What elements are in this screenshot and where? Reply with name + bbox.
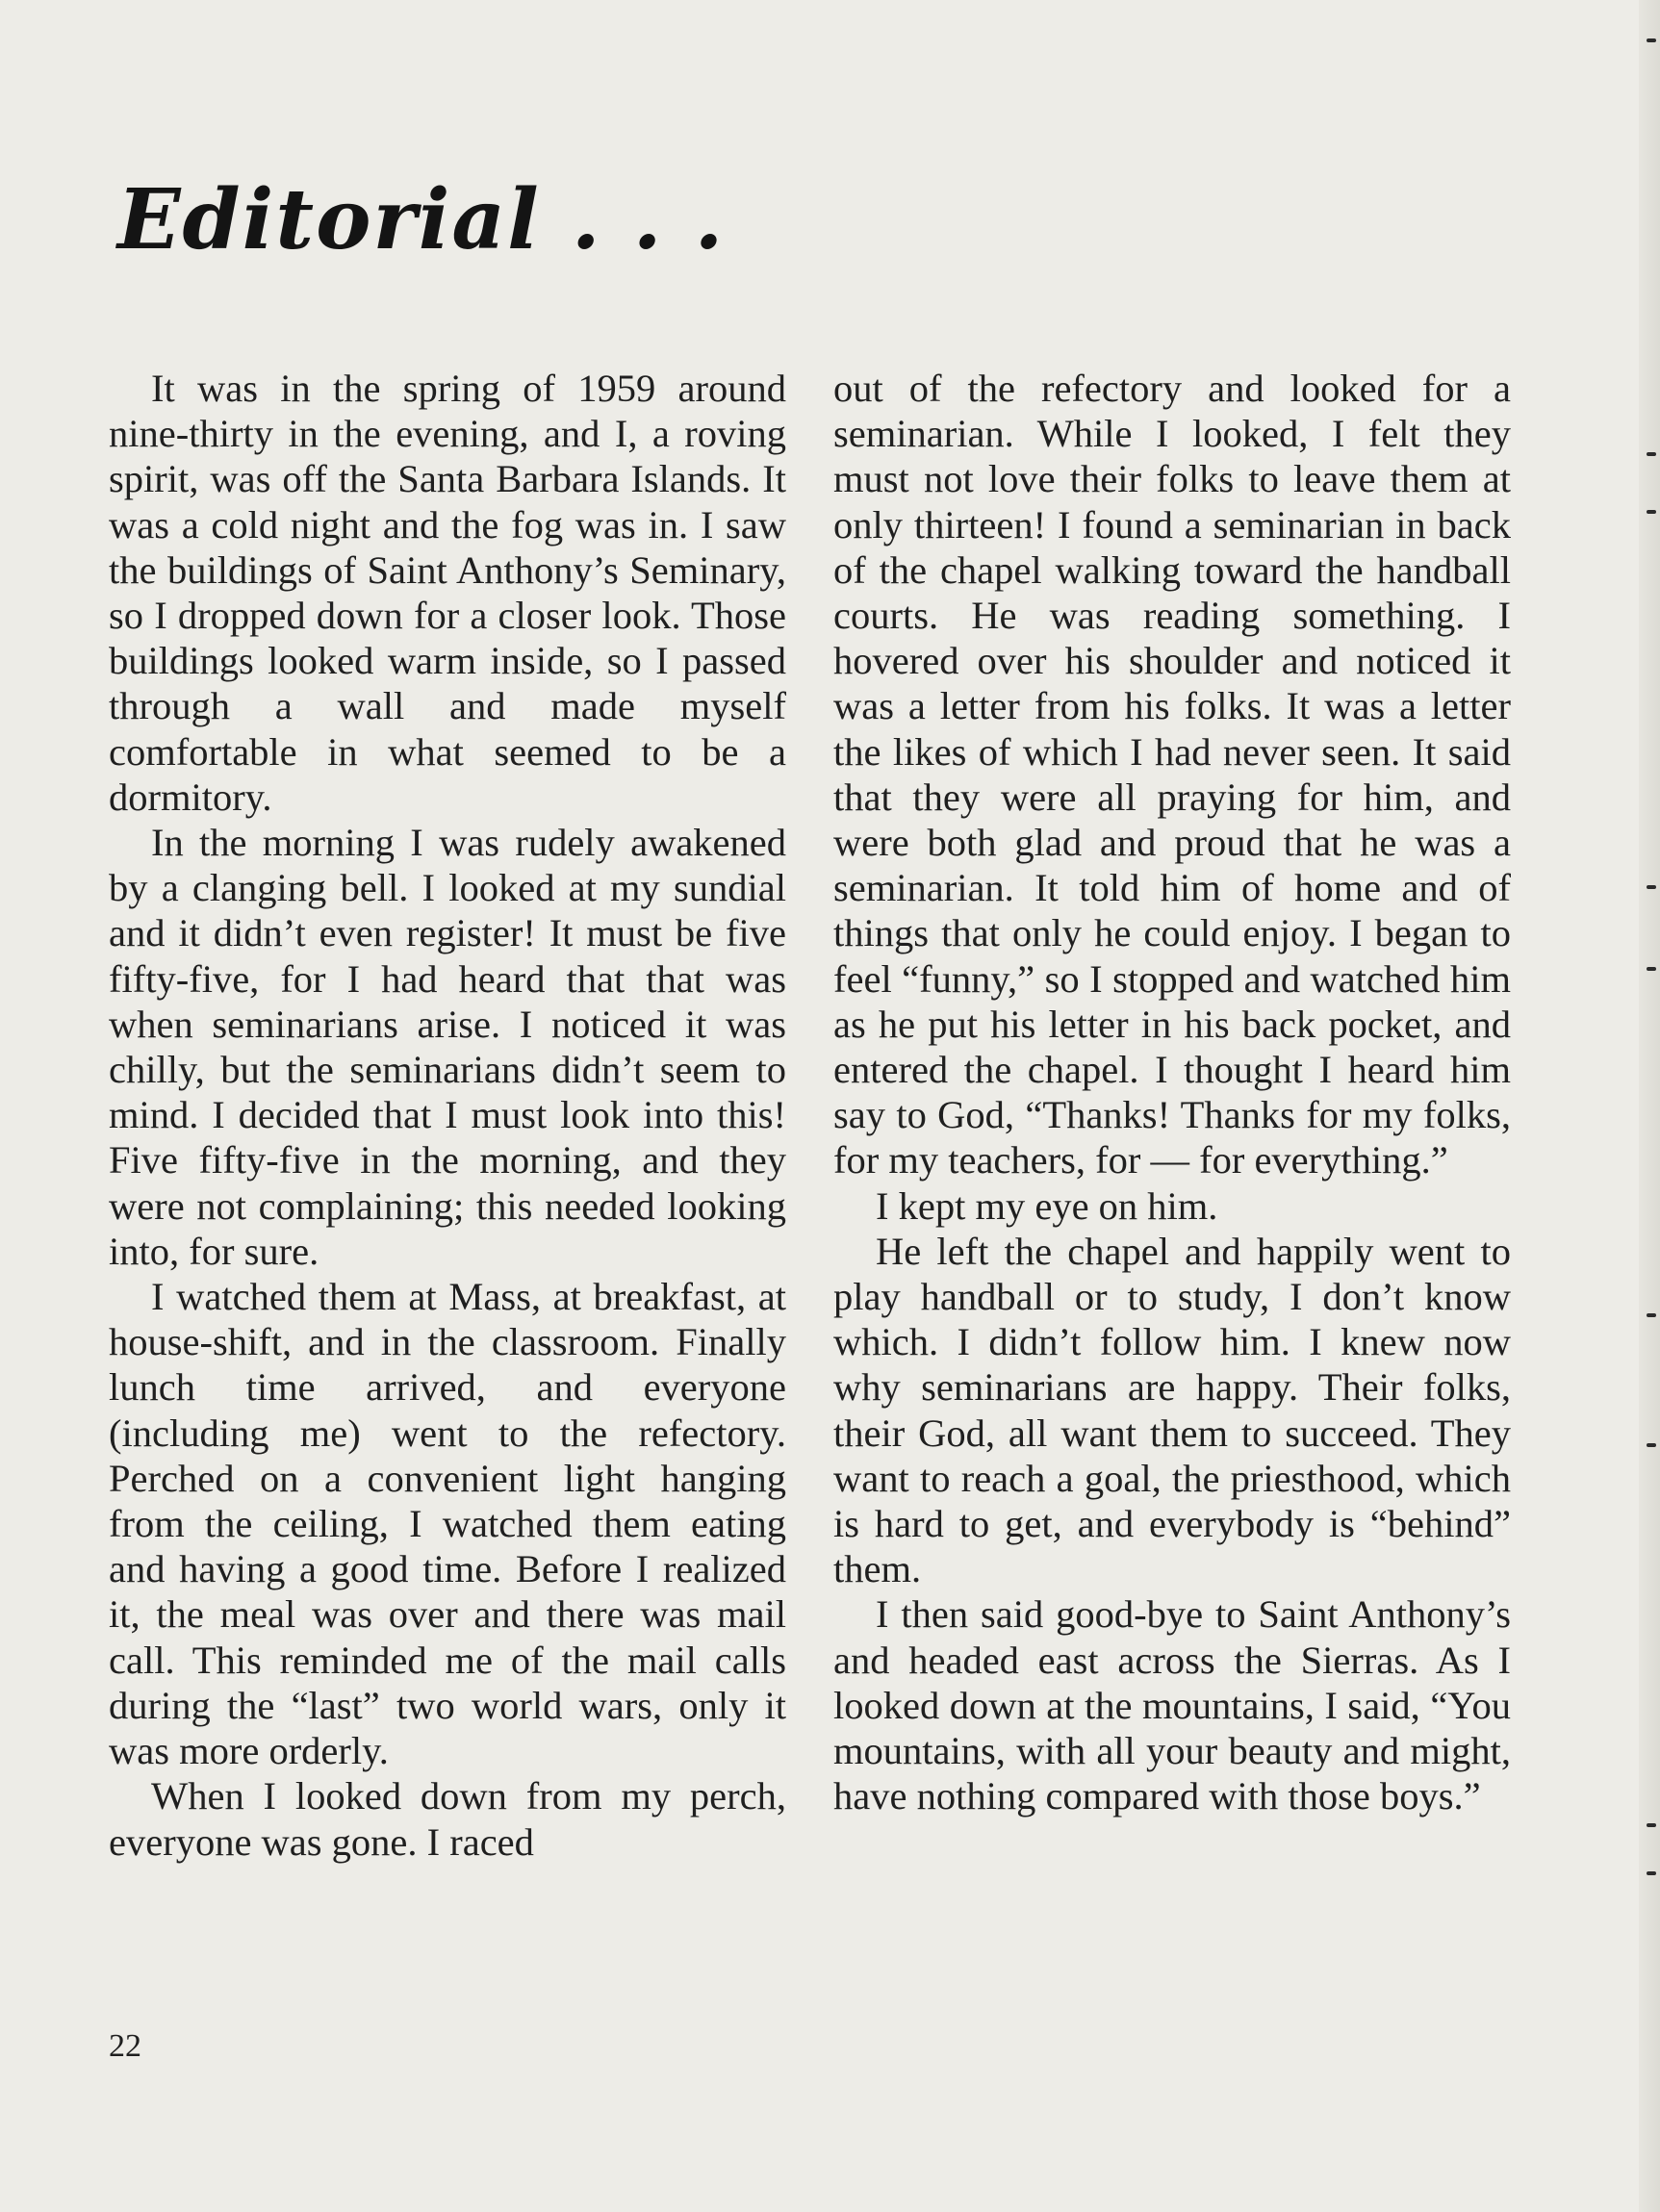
paragraph: out of the refectory and looked for a seminarian. While I looked, I felt they must not love their folks to leave them at only thirteen! I found a seminarian in back of the chapel walking toward the handball courts. He was reading something. I hovered over his shoulder and noticed it was a letter from his folks. It was a letter the likes of which I had never seen. It said that they were all praying for him, and were both glad and proud that he was a seminarian. It told him of home and of things that only he could enjoy. I began to feel “funny,” so I stopped and watched him as he put his letter in his back pocket, and entered the chapel. I thought I heard him say to God, “Thanks! Thanks for my folks, for my teachers, for — for everything.” [833, 367, 1511, 1182]
paragraph: I watched them at Mass, at breakfast, at house-shift, and in the classroom. Finally lunch time arrived, and everyone (including me) went to the refectory. Perched on a convenient light hanging from the ceiling, I watched them eating and having a good time. Before I realized it, the meal was over and there was mail call. This reminded me of the mail calls during the “last” two world wars, only it was more orderly. [109, 1275, 786, 1773]
edge-mark [1647, 1443, 1656, 1447]
edge-mark [1647, 885, 1656, 889]
paragraph: He left the chapel and happily went to play handball or to study, I don’t know which. I didn’t follow him. I knew now why seminarians are happy. Their folks, their God, all want them to succeed. They want to reach a goal, the priesthood, which is hard to get, and everybody is “behind” them. [833, 1229, 1511, 1591]
edge-mark [1647, 1313, 1656, 1317]
paragraph: I then said good-bye to Saint Anthony’s and headed east across the Sierras. As I looked down at the mountains, I said, “You mountains, with all your beauty and might, have nothing compared with those boys.” [833, 1592, 1511, 1818]
edge-mark [1647, 452, 1656, 456]
paragraph: It was in the spring of 1959 around nine-thirty in the evening, and I, a roving spirit, was off the Santa Barbara Islands. It was a cold night and the fog was in. I saw the buildings of Saint Anthony’s Seminary, so I dropped down for a closer look. Those buildings looked warm inside, so I passed through a wall and made myself comfortable in what seemed to be a dormitory. [109, 367, 786, 819]
paragraph: When I looked down from my perch, everyone was gone. I raced [109, 1774, 786, 1864]
paragraph: I kept my eye on him. [876, 1183, 1218, 1228]
page-number: 22 [109, 2028, 141, 2064]
article-column-right [833, 366, 1511, 1819]
page-title: Editorial . . . [117, 171, 726, 268]
edge-mark [1647, 1823, 1656, 1827]
paragraph: In the morning I was rudely awakened by a clanging bell. I looked at my sundial and it didn’t even register! It must be five fifty-five, for I had heard that that was when seminarians arise. I noticed it was chilly, but the seminarians didn’t seem to mind. I decided that I must look into this! Five fifty-five in the morning, and they were not complaining; this needed looking into, for sure. [109, 821, 786, 1273]
edge-mark [1647, 510, 1656, 514]
edge-mark [1647, 1871, 1656, 1875]
article-column-left [109, 366, 786, 1865]
page-edge [1639, 0, 1660, 2212]
edge-mark [1647, 38, 1656, 42]
edge-mark [1647, 967, 1656, 971]
